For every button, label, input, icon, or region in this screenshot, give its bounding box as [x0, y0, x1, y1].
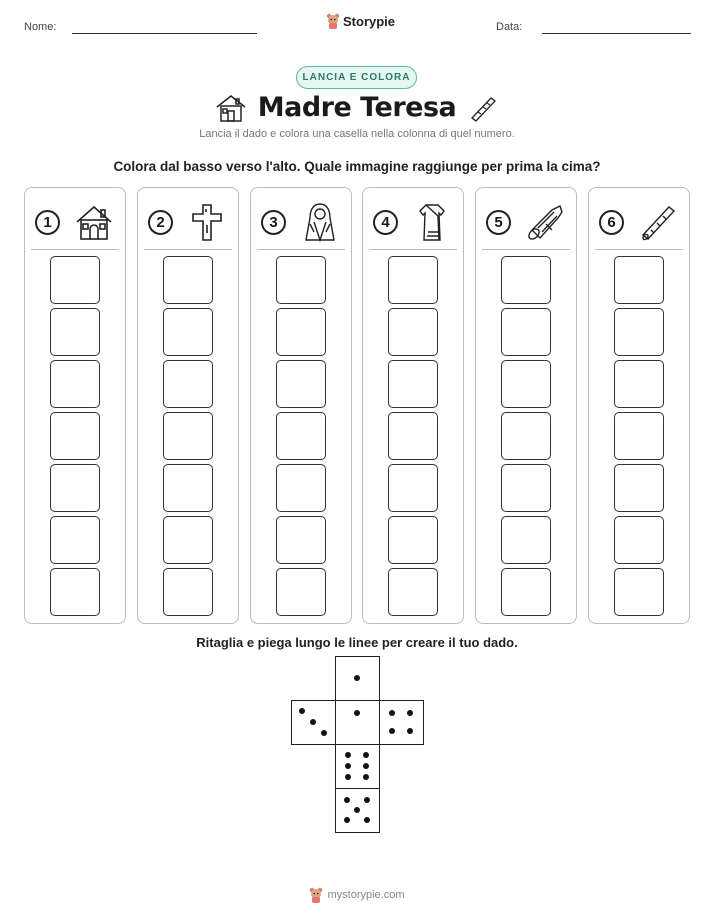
- coloring-box[interactable]: [388, 412, 438, 460]
- house-icon: [214, 93, 248, 123]
- scroll-icon: [524, 202, 566, 242]
- coloring-box[interactable]: [614, 308, 664, 356]
- title-row: [0, 92, 714, 123]
- column-divider: [369, 249, 457, 250]
- column-3: [250, 187, 352, 624]
- coloring-box[interactable]: [276, 464, 326, 512]
- coloring-box[interactable]: [614, 412, 664, 460]
- pip: [363, 752, 369, 758]
- coloring-box[interactable]: [163, 412, 213, 460]
- pip: [344, 817, 350, 823]
- die-face-4: [379, 700, 424, 745]
- pip: [407, 710, 413, 716]
- pip: [299, 708, 305, 714]
- column-2: [137, 187, 239, 624]
- pip: [354, 807, 360, 813]
- pip: [345, 763, 351, 769]
- coloring-box[interactable]: [614, 464, 664, 512]
- coloring-box[interactable]: [276, 308, 326, 356]
- die-face-6: [335, 744, 380, 789]
- coloring-box[interactable]: [163, 308, 213, 356]
- brand-logo: [326, 13, 395, 29]
- walking-stick-icon: [466, 93, 500, 123]
- activity-badge: LANCIA E COLORA: [296, 66, 417, 89]
- coloring-box[interactable]: [276, 568, 326, 616]
- coloring-box[interactable]: [163, 360, 213, 408]
- footer-url[interactable]: mystorypie.com: [327, 889, 405, 901]
- die-face-1: [335, 656, 380, 701]
- pip: [389, 710, 395, 716]
- coloring-box[interactable]: [163, 256, 213, 304]
- coloring-box[interactable]: [163, 516, 213, 564]
- column-divider: [482, 249, 570, 250]
- pip: [364, 797, 370, 803]
- pip: [363, 774, 369, 780]
- walking-stick-icon: [638, 202, 678, 242]
- cut-instruction: Ritaglia e piega lungo le linee per creare il tuo dado.: [196, 635, 518, 650]
- coloring-box[interactable]: [614, 516, 664, 564]
- column-divider: [595, 249, 683, 250]
- pip: [354, 710, 360, 716]
- coloring-box[interactable]: [50, 516, 100, 564]
- subtitle: Lancia il dado e colora una casella nella colonna di quel numero.: [199, 128, 515, 140]
- number-circle: 1: [35, 210, 60, 235]
- pip: [389, 728, 395, 734]
- number-circle: 6: [599, 210, 624, 235]
- sari-icon: [412, 202, 452, 242]
- coloring-box[interactable]: [163, 464, 213, 512]
- column-6: [588, 187, 690, 624]
- column-1: [24, 187, 126, 624]
- pip: [354, 675, 360, 681]
- column-divider: [257, 249, 345, 250]
- coloring-box[interactable]: [614, 360, 664, 408]
- coloring-box[interactable]: [163, 568, 213, 616]
- coloring-box[interactable]: [276, 256, 326, 304]
- coloring-box[interactable]: [50, 412, 100, 460]
- date-label: Data:: [496, 21, 523, 33]
- coloring-box[interactable]: [388, 568, 438, 616]
- coloring-box[interactable]: [501, 516, 551, 564]
- die-face-3: [291, 700, 336, 745]
- coloring-box[interactable]: [388, 464, 438, 512]
- number-circle: 2: [148, 210, 173, 235]
- pip: [344, 797, 350, 803]
- house-icon: [74, 203, 114, 241]
- coloring-box[interactable]: [614, 568, 664, 616]
- page-title: Madre Teresa: [257, 92, 457, 123]
- pip: [363, 763, 369, 769]
- die-face-1: [335, 700, 380, 745]
- number-circle: 4: [373, 210, 398, 235]
- name-label: Nome:: [24, 21, 57, 33]
- coloring-box[interactable]: [501, 568, 551, 616]
- coloring-box[interactable]: [50, 568, 100, 616]
- coloring-box[interactable]: [388, 308, 438, 356]
- coloring-box[interactable]: [501, 360, 551, 408]
- column-divider: [144, 249, 232, 250]
- cross-icon: [187, 203, 227, 241]
- coloring-box[interactable]: [276, 360, 326, 408]
- column-5: [475, 187, 577, 624]
- die-face-5: [335, 788, 380, 833]
- pip: [364, 817, 370, 823]
- pip: [310, 719, 316, 725]
- coloring-box[interactable]: [388, 516, 438, 564]
- pip: [345, 774, 351, 780]
- brand-name: Storypie: [343, 13, 396, 29]
- coloring-box[interactable]: [501, 464, 551, 512]
- number-circle: 3: [261, 210, 286, 235]
- coloring-box[interactable]: [276, 412, 326, 460]
- coloring-box[interactable]: [388, 256, 438, 304]
- date-line[interactable]: [542, 33, 691, 34]
- coloring-box[interactable]: [50, 464, 100, 512]
- pip: [321, 730, 327, 736]
- bear-icon: [309, 887, 323, 903]
- coloring-box[interactable]: [50, 360, 100, 408]
- nun-icon: [300, 202, 340, 242]
- coloring-box[interactable]: [614, 256, 664, 304]
- column-divider: [31, 249, 119, 250]
- name-line[interactable]: [72, 33, 257, 34]
- pip: [345, 752, 351, 758]
- coloring-box[interactable]: [501, 412, 551, 460]
- pip: [407, 728, 413, 734]
- coloring-box[interactable]: [276, 516, 326, 564]
- coloring-box[interactable]: [50, 256, 100, 304]
- footer: [0, 887, 714, 903]
- column-4: [362, 187, 464, 624]
- coloring-box[interactable]: [388, 360, 438, 408]
- coloring-box[interactable]: [501, 308, 551, 356]
- bear-icon: [326, 13, 340, 29]
- coloring-box[interactable]: [501, 256, 551, 304]
- number-circle: 5: [486, 210, 511, 235]
- coloring-box[interactable]: [50, 308, 100, 356]
- instruction: Colora dal basso verso l'alto. Quale immagine raggiunge per prima la cima?: [113, 159, 601, 174]
